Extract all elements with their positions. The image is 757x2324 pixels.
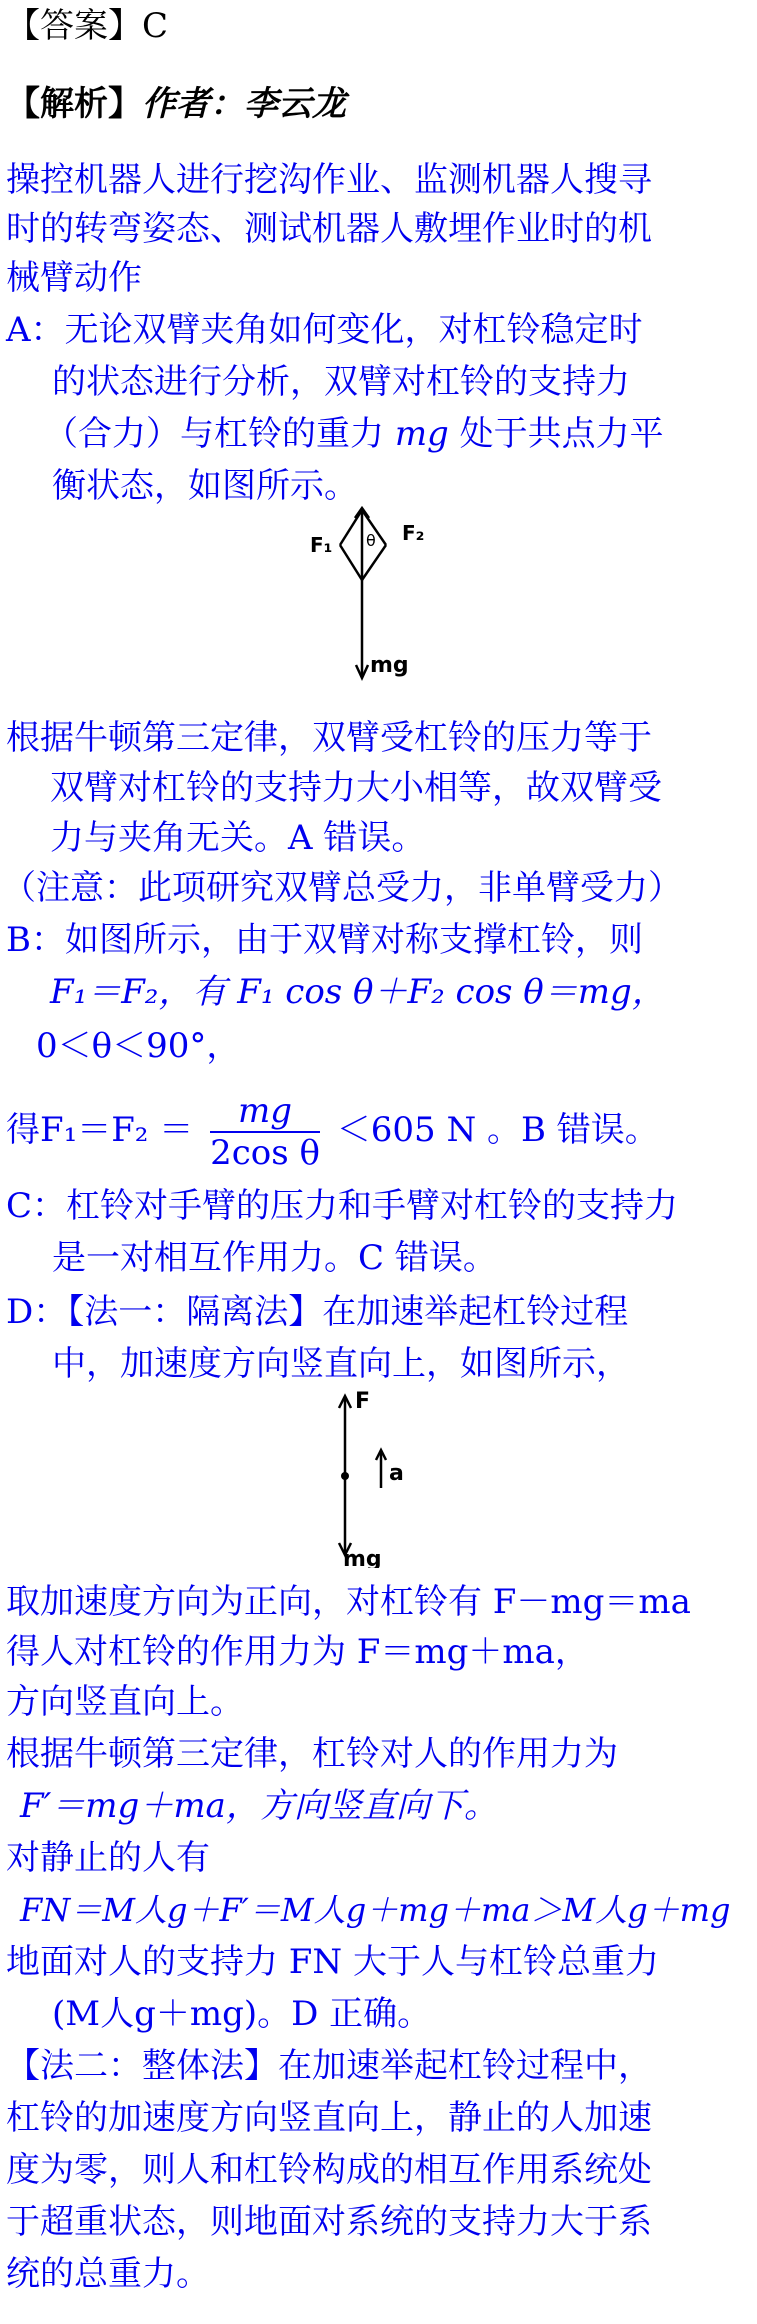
newton-a-line: 力与夹角无关。A 错误。 bbox=[50, 818, 426, 858]
option-a-text: （合力）与杠铃的重力 bbox=[44, 414, 384, 454]
option-d-line: D：【法一：隔离法】在加速举起杠铃过程 bbox=[6, 1292, 629, 1332]
author-name: 李云龙 bbox=[244, 84, 346, 124]
note-line: （注意：此项研究双臂总受力，非单臂受力） bbox=[2, 868, 682, 908]
fraction bbox=[210, 1091, 320, 1173]
author-label: 作者： bbox=[142, 84, 244, 124]
option-a-text: 处于共点力平 bbox=[459, 414, 664, 454]
a-label: a bbox=[389, 1461, 404, 1486]
answer-label: 【答案】 bbox=[6, 6, 142, 46]
f2-label: F₂ bbox=[402, 521, 425, 545]
method2-line: 于超重状态，则地面对系统的支持力大于系 bbox=[6, 2202, 652, 2242]
method2-line: 统的总重力。 bbox=[6, 2254, 210, 2294]
option-a-line: A：无论双臂夹角如何变化，对杠铃稳定时 bbox=[6, 310, 643, 350]
option-b-equation: F₁＝F₂，有 F₁ cos θ＋F₂ cos θ＝mg， bbox=[50, 972, 666, 1012]
result-prefix: 得F₁＝F₂ ＝ bbox=[6, 1110, 194, 1150]
method1-line: 根据牛顿第三定律，杠铃对人的作用力为 bbox=[6, 1734, 618, 1774]
parallelogram-line bbox=[340, 545, 362, 580]
barbell-point bbox=[341, 1472, 349, 1480]
method1-line: F′＝mg＋ma，方向竖直向下。 bbox=[20, 1786, 498, 1826]
option-c-line: 是一对相互作用力。C 错误。 bbox=[52, 1238, 497, 1278]
force-diagram-1-svg bbox=[300, 500, 450, 700]
parallelogram-line bbox=[362, 545, 386, 580]
option-b-line: B：如图所示，由于双臂对称支撑杠铃，则 bbox=[6, 920, 643, 960]
analysis-header bbox=[6, 82, 346, 126]
option-d-line: 中，加速度方向竖直向上，如图所示， bbox=[52, 1344, 630, 1384]
method1-line: 方向竖直向上。 bbox=[6, 1682, 244, 1722]
answer-line bbox=[6, 4, 168, 48]
force-diagram-2 bbox=[315, 1388, 435, 1568]
intro-line: 操控机器人进行挖沟作业、监测机器人搜寻 bbox=[6, 160, 652, 200]
analysis-label: 【解析】 bbox=[6, 84, 142, 124]
method1-line: 地面对人的支持力 FN 大于人与杠铃总重力 bbox=[6, 1942, 659, 1982]
f1-label: F₁ bbox=[310, 533, 333, 557]
f1-arm-line bbox=[340, 510, 362, 545]
mg-symbol: mg bbox=[394, 414, 449, 454]
method1-line: (M人g＋mg)。D 正确。 bbox=[52, 1994, 432, 2034]
intro-line: 械臂动作 bbox=[6, 258, 142, 298]
newton-a-line: 双臂对杠铃的支持力大小相等，故双臂受 bbox=[50, 768, 662, 808]
option-b-result bbox=[6, 1090, 659, 1173]
method2-line: 杠铃的加速度方向竖直向上，静止的人加速 bbox=[6, 2098, 652, 2138]
newton-a-line: 根据牛顿第三定律，双臂受杠铃的压力等于 bbox=[6, 718, 652, 758]
method1-line: 得人对杠铃的作用力为 F＝mg＋ma， bbox=[6, 1632, 589, 1672]
option-a-line: 衡状态，如图所示。 bbox=[52, 466, 358, 506]
f-label: F bbox=[355, 1389, 371, 1414]
option-a-line bbox=[44, 412, 664, 456]
method2-line: 【法二：整体法】在加速举起杠铃过程中， bbox=[6, 2046, 652, 2086]
theta-label: θ bbox=[366, 531, 376, 550]
fraction-numerator: mg bbox=[210, 1091, 320, 1133]
method1-line: 对静止的人有 bbox=[6, 1838, 210, 1878]
mg-label-2: mg bbox=[343, 1547, 382, 1568]
force-diagram-1 bbox=[300, 500, 450, 700]
mg-label: mg bbox=[370, 653, 409, 678]
fraction-denominator: 2cos θ bbox=[210, 1133, 320, 1173]
answer-value: C bbox=[142, 6, 169, 46]
method1-line: FN＝M人g＋F′＝M人g＋mg＋ma＞M人g＋mg bbox=[20, 1891, 731, 1929]
method2-line: 度为零，则人和杠铃构成的相互作用系统处 bbox=[6, 2150, 652, 2190]
option-a-line: 的状态进行分析，双臂对杠铃的支持力 bbox=[52, 362, 630, 402]
intro-line: 时的转弯姿态、测试机器人敷埋作业时的机 bbox=[6, 209, 652, 249]
option-b-range: 0＜θ＜90°， bbox=[36, 1026, 241, 1066]
result-suffix: ＜605 N 。B 错误。 bbox=[336, 1110, 659, 1150]
method1-line: 取加速度方向为正向，对杠铃有 F－mg＝ma bbox=[6, 1582, 691, 1622]
force-diagram-2-svg bbox=[315, 1388, 435, 1568]
option-c-line: C：杠铃对手臂的压力和手臂对杠铃的支持力 bbox=[6, 1186, 679, 1226]
